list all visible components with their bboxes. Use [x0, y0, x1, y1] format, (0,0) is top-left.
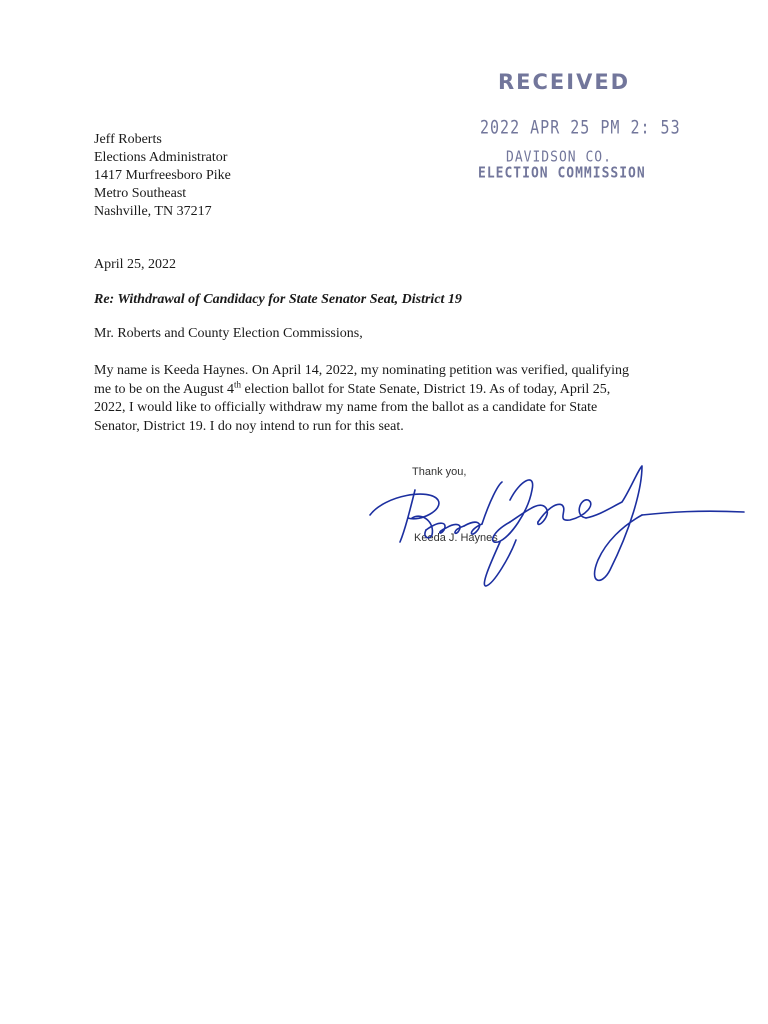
recipient-street: 1417 Murfreesboro Pike: [94, 168, 231, 183]
body-line: [94, 378, 694, 400]
body-line: Senator, District 19. I do noy intend to run for this seat.: [94, 418, 404, 434]
received-stamp-commission: ELECTION COMMISSION: [478, 165, 646, 183]
received-stamp: RECEIVED: [498, 70, 631, 94]
letter-date: April 25, 2022: [94, 257, 177, 272]
recipient-name: Jeff Roberts: [94, 132, 162, 147]
body-text: me to be on the August 4: [94, 381, 234, 397]
letter-body: [94, 362, 694, 436]
body-text: election ballot for State Senate, District 19. As of today, April 25,: [241, 381, 611, 397]
ordinal-suffix: th: [234, 378, 242, 389]
letter-closing: Thank you,: [412, 466, 467, 478]
received-stamp-date: 2022 APR 25 PM 2: 53: [480, 116, 681, 139]
recipient-building: Metro Southeast: [94, 186, 187, 201]
recipient-city: Nashville, TN 37217: [94, 204, 212, 219]
received-stamp-county: DAVIDSON CO.: [506, 149, 612, 167]
body-line: 2022, I would like to officially withdraw my name from the ballot as a candidate for State: [94, 400, 598, 415]
recipient-title: Elections Administrator: [94, 150, 228, 165]
body-line: My name is Keeda Haynes. On April 14, 2022, my nominating petition was verified, qualifying: [94, 363, 630, 378]
handwritten-signature: [360, 460, 750, 600]
signer-name: Keeda J. Haynes: [414, 532, 498, 544]
recipient-address: [94, 131, 231, 221]
letter-subject: Re: Withdrawal of Candidacy for State Senator Seat, District 19: [94, 292, 462, 307]
letter-salutation: Mr. Roberts and County Election Commissions,: [94, 326, 363, 341]
